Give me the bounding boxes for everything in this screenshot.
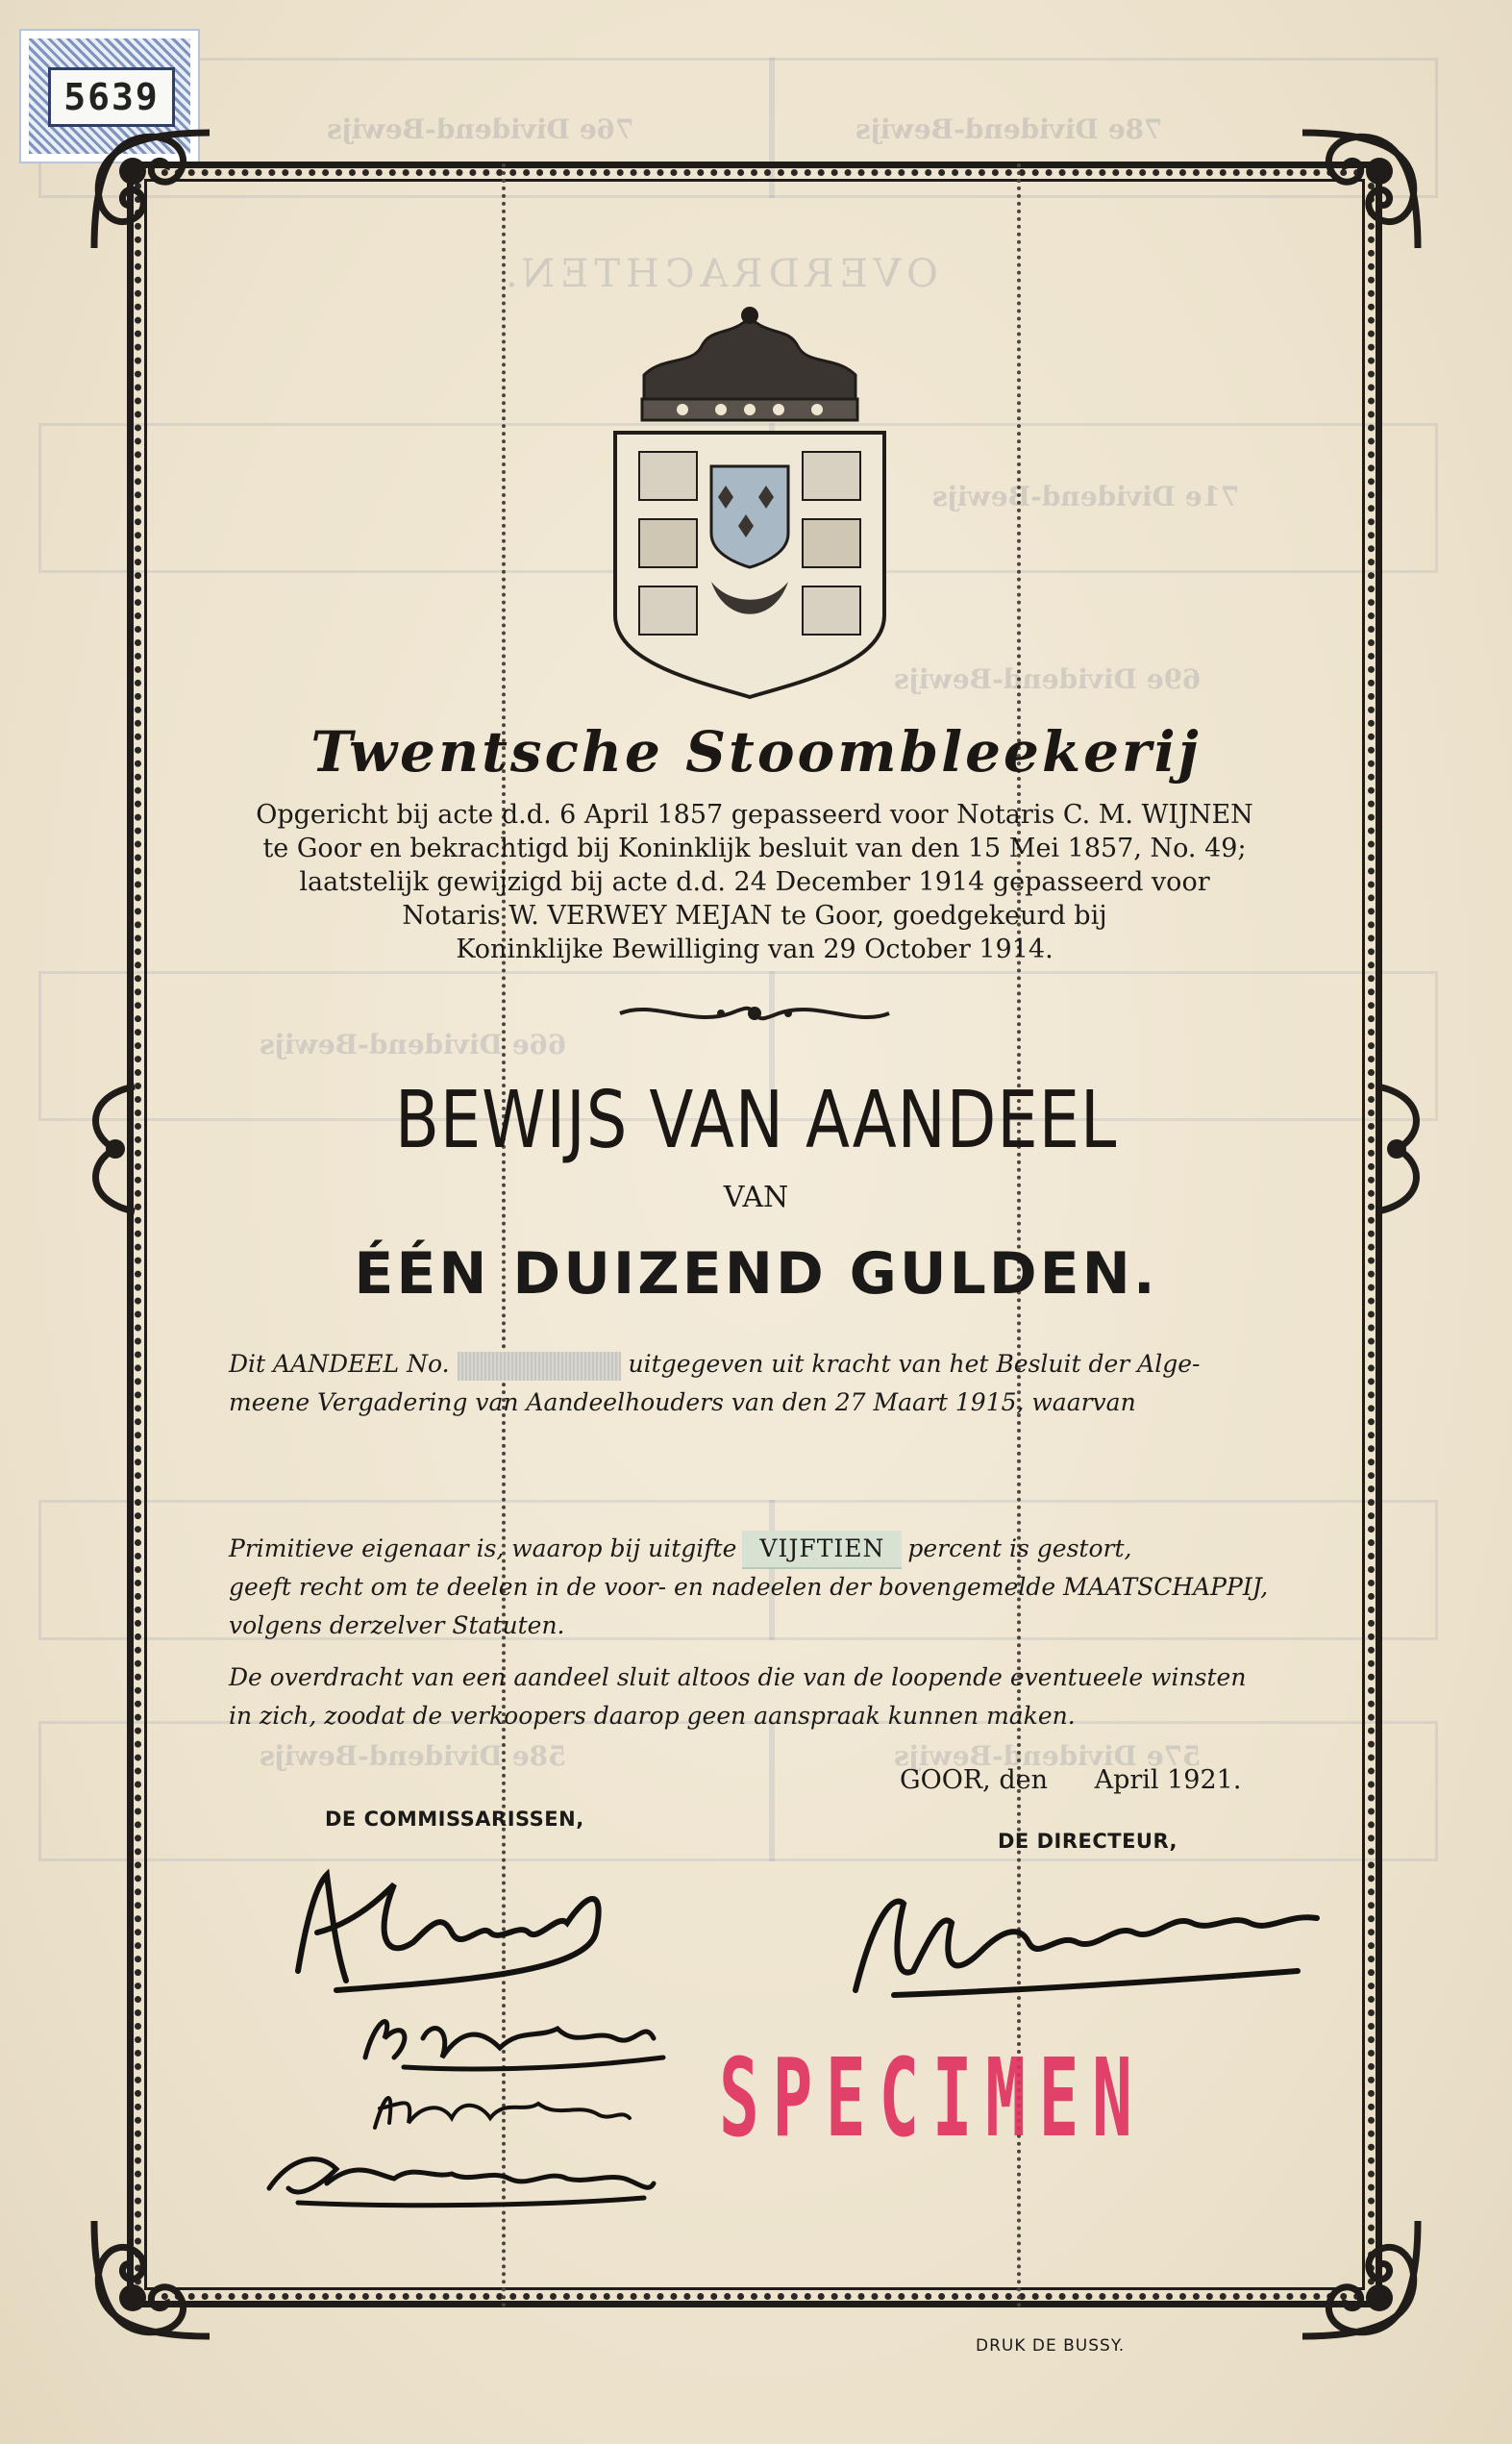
founding-line: Opgericht bij acte d.d. 6 April 1857 gepasseerd voor Notaris C. M. WIJNEN — [256, 800, 1253, 830]
specimen-stamp: SPECIMEN — [719, 2036, 1146, 2161]
ghost-coupon-label: 66e Dividend-Bewijs — [260, 1029, 567, 1060]
commissioners-label: DE COMMISSARISSEN, — [325, 1808, 584, 1831]
founding-text — [211, 798, 1298, 966]
share-line: volgens derzelver Statuten. — [229, 1611, 565, 1639]
corner-ornament-icon — [1293, 2211, 1437, 2356]
share-line: meene Vergadering van Aandeelhouders van den 27 Maart 1915, waarvan — [229, 1388, 1136, 1416]
corner-ornament-icon — [75, 2211, 219, 2356]
ghost-coupon-label: 78e Dividend-Bewijs — [855, 113, 1163, 145]
share-line — [229, 1531, 1286, 1569]
signature-commissioner-3 — [365, 2075, 634, 2142]
signature-director — [836, 1875, 1326, 2009]
signature-commissioner-1 — [279, 1856, 644, 2000]
ghost-title: OVERDRACHTEN. — [500, 252, 938, 296]
heading-van: VAN — [723, 1181, 789, 1214]
founding-line: laatstelijk gewijzigd bij acte d.d. 24 December 1914 gepasseerd voor — [299, 867, 1210, 897]
ghost-coupon-label: 58e Dividend-Bewijs — [260, 1740, 567, 1772]
date: April 1921. — [1094, 1765, 1242, 1795]
share-text: Dit AANDEEL No. — [229, 1350, 450, 1378]
share-line: in zich, zoodat de verkoopers daarop geen aanspraak kunnen maken. — [229, 1702, 1076, 1730]
ghost-coupon-label: 71e Dividend-Bewijs — [932, 481, 1240, 512]
printer-credit: DRUK DE BUSSY. — [976, 2336, 1126, 2356]
corner-ornament-icon — [1293, 113, 1437, 258]
coat-of-arms-icon — [606, 298, 894, 702]
ghost-coupon-label: 69e Dividend-Bewijs — [894, 663, 1202, 695]
ghost-coupon-label: 57e Dividend-Bewijs — [894, 1740, 1202, 1772]
share-text: uitgegeven uit kracht van het Besluit der Alge- — [628, 1350, 1201, 1378]
founding-line: Koninklijke Bewilliging van 29 October 1914. — [456, 935, 1053, 964]
place-date — [900, 1765, 1241, 1795]
share-text: percent is gestort, — [907, 1534, 1132, 1562]
director-label: DE DIRECTEUR, — [998, 1830, 1178, 1853]
place: GOOR, den — [900, 1765, 1048, 1795]
divider-ornament-icon — [615, 996, 894, 1031]
founding-line: Notaris W. VERWEY MEJAN te Goor, goedgekeurd bij — [402, 901, 1107, 931]
share-line: De overdracht van een aandeel sluit altoos die van de loopende eventueele winsten — [229, 1663, 1247, 1691]
stamp-number: 5639 — [48, 67, 175, 127]
share-line — [229, 1346, 1286, 1383]
corner-ornament-icon — [75, 113, 219, 258]
share-amount: ÉÉN DUIZEND GULDEN. — [354, 1240, 1158, 1308]
percent-word: VIJFTIEN — [742, 1531, 902, 1569]
company-name: Twentsche Stoombleekerij — [310, 719, 1202, 785]
share-line: geeft recht om te deelen in de voor- en nadeelen der bovengemelde MAATSCHAPPIJ, — [229, 1573, 1269, 1601]
founding-line: te Goor en bekrachtigd bij Koninklijk besluit van den 15 Mei 1857, No. 49; — [262, 834, 1247, 863]
share-text: Primitieve eigenaar is, waarop bij uitgifte — [229, 1534, 737, 1562]
signature-commissioner-4 — [260, 2140, 663, 2217]
share-number-field — [458, 1352, 621, 1381]
document-heading: BEWIJS VAN AANDEEL — [394, 1075, 1118, 1166]
signature-commissioner-2 — [346, 2000, 673, 2077]
ghost-coupon-label: 76e Dividend-Bewijs — [327, 113, 634, 145]
